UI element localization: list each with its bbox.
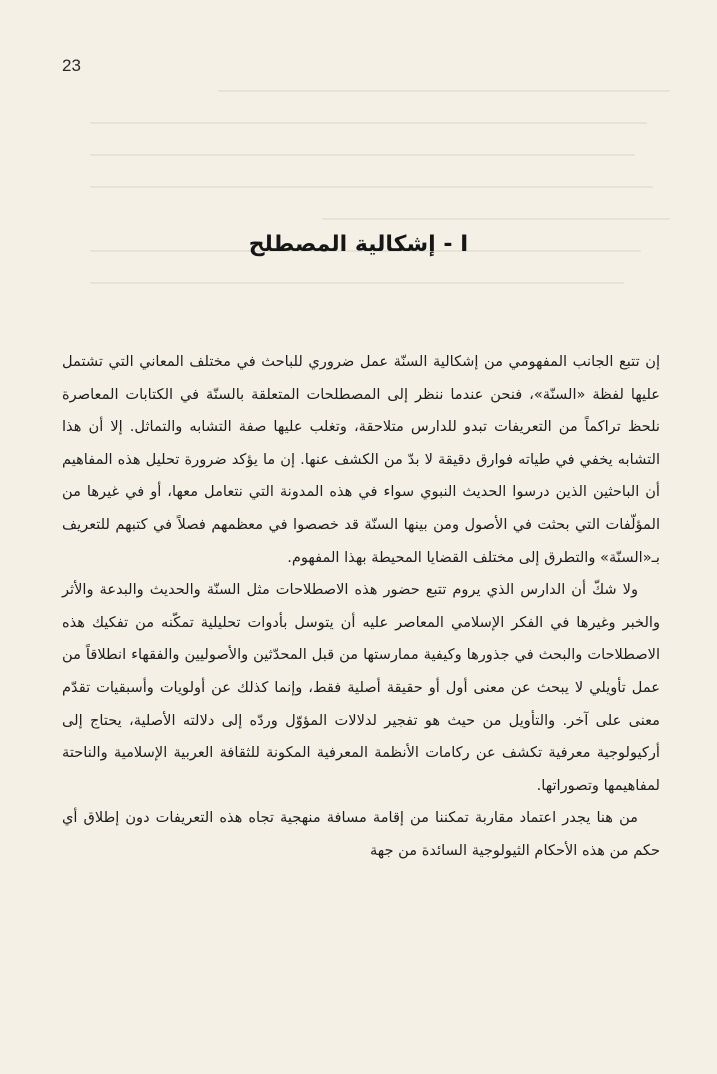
section-number: I — [460, 232, 469, 257]
show-through-text — [90, 90, 670, 350]
section-heading — [0, 232, 717, 257]
body-text — [62, 346, 660, 868]
paragraph-3: من هنا يجدر اعتماد مقاربة تمكننا من إقامة مسافة منهجية تجاه هذه التعريفات دون إطلاق أي حكم من هذه الأحكام الثيولوجية السائدة من جهة — [62, 809, 660, 859]
paragraph-1: إن تتبع الجانب المفهومي من إشكالية السنّة عمل ضروري للباحث في مختلف المعاني التي تشتمل عليها لفظة «السنّة»، فنحن عندما ننظر إلى المصطلحات المتعلقة بالسنّة في الكتابات المعاصرة نلحظ تراكماً من التعريفات تبدو للدارس متلاحقة، وتغلب عليها صفة التشابه والتماثل. إلا أن هذا التشابه يخفي في طياته فوارق دقيقة لا بدّ من الكشف عنها. إن ما يؤكد ضرورة تحليل هذه المفاهيم أن الباحثين الذين درسوا الحديث النبوي سواء في هذه المدونة التي نتعامل معها، أو في غيرها من المؤلّفات التي بحثت في الأصول ومن بينها السنّة قد خصصوا في معظمهم فصلاً في كتبهم للتعريف بـ«السنّة» والتطرق إلى مختلف القضايا المحيطة بهذا المفهوم. — [62, 353, 660, 566]
section-title: إشكالية المصطلح — [248, 232, 436, 257]
section-separator: - — [435, 232, 461, 257]
page-number: 23 — [62, 56, 81, 75]
paragraph-2: ولا شكّ أن الدارس الذي يروم تتبع حضور هذه الاصطلاحات مثل السنّة والحديث والبدعة والأثر والخبر وغيرها في الفكر الإسلامي المعاصر عليه أن يتوسل بأدوات تحليلية تمكّنه من تفكيك هذه الاصطلاحات والبحث في جذورها وكيفية ممارستها من قبل المحدّثين والأصوليين والفقهاء انطلاقاً من عمل تأويلي لا يبحث عن معنى أول أو حقيقة أصلية فقط، وإنما كذلك عن أولويات وأسبقيات تقدّم معنى على آخر. والتأويل من حيث هو تفجير لدلالات المؤوّل وردّه إلى دلالته الأصلية، يحتاج إلى أركيولوجية معرفية تكشف عن ركامات الأنظمة المعرفية المكونة للثقافة العربية الإسلامية والناحتة لمفاهيمها وتصوراتها. — [62, 581, 660, 794]
